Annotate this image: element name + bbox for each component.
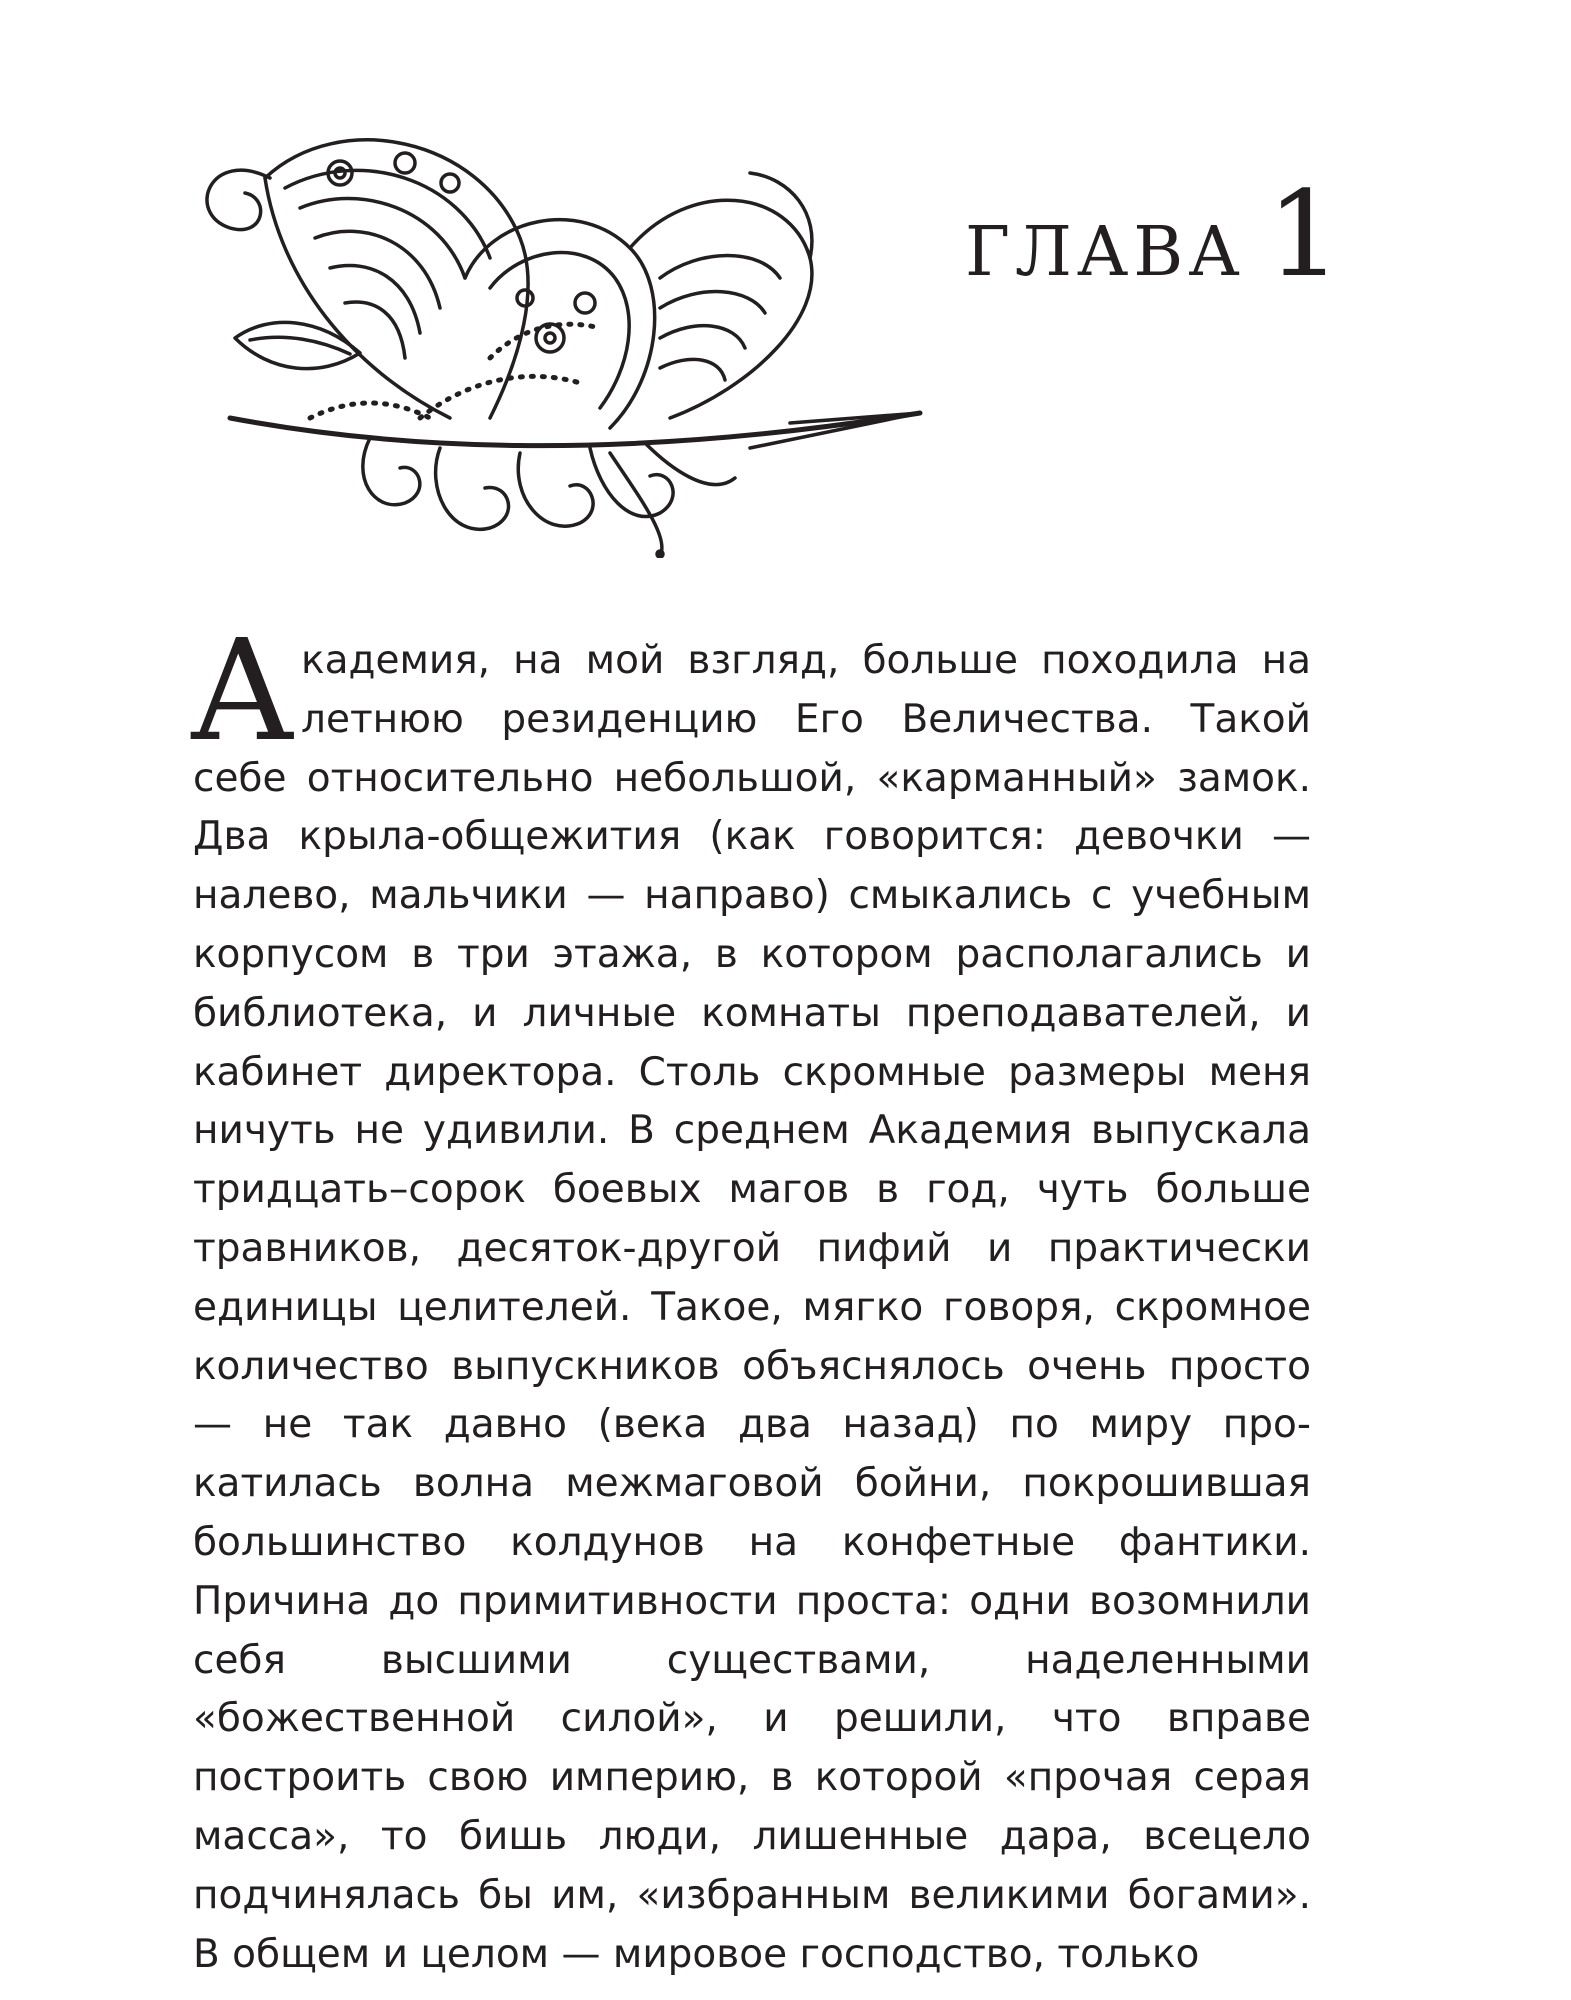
chapter-body — [189, 610, 1311, 1977]
body-text: кадемия, на мой взгляд, больше походила на летнюю резиденцию Его Величества. Такой себе относительно небольшой, «карманный» замок. Два крыла-общежития (как говорится: девочки — налево, мальчики — направо) смыкались с учебным корпусом в три этажа, в котором располагались и библиотека, и личные комнаты преподавателей, и кабинет директора. Столь скромные размеры меня ничуть не удивили. В среднем Академия выпускала тридцать–сорок боевых магов в год, чуть больше травников, десяток-другой пифий и практически единицы целителей. Такое, мягко говоря, скромное количество выпускников объяснялось очень просто — не так давно (века два назад) по миру прокатилась волна межмаговой бойни, покрошившая большинство колдунов на конфетные фантики. Причина до примитивности проста: одни возомнили себя высшими существами, наделенными «божественной силой», и решили, что вправе построить свою империю, в которой «прочая серая масса», то бишь люди, лишенные дара, всецело подчинялась бы им, «избранным великими богами». В общем и целом — мировое господство, только — [193, 638, 1311, 1977]
drop-cap: А — [189, 610, 296, 773]
chapter-word: ГЛАВА — [965, 213, 1245, 292]
chapter-number: 1 — [1266, 165, 1342, 303]
ornamental-feather-icon — [190, 118, 925, 558]
chapter-heading — [965, 165, 1342, 303]
